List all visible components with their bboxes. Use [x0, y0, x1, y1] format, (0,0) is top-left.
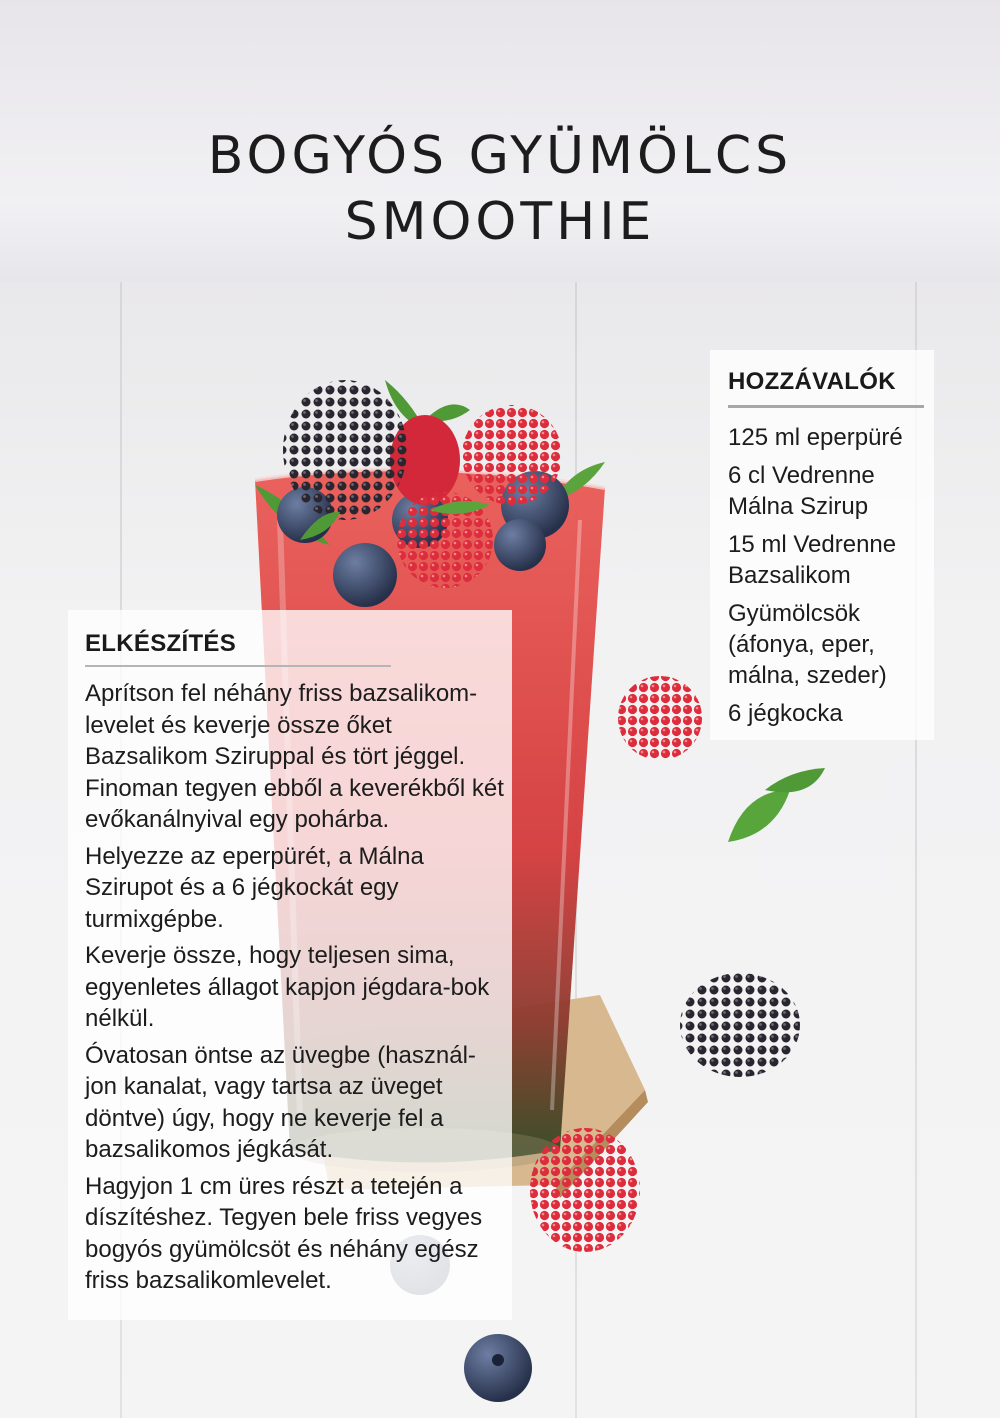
preparation-panel: [68, 610, 512, 1320]
heading-divider: [85, 665, 391, 667]
raspberry: [530, 1128, 640, 1252]
preparation-heading: ELKÉSZÍTÉS: [85, 630, 237, 657]
list-item: 125 ml eperpüré: [728, 424, 903, 451]
raspberry: [462, 405, 562, 505]
preparation-step: Keverje össze, hogy teljesen sima, egyenletes állagot kapjon jégdara-bok nélkül.: [85, 942, 490, 1032]
list-item: Gyümölcsök (áfonya, eper, málna, szeder): [728, 600, 887, 689]
title-line-2: SMOOTHIE: [344, 191, 656, 252]
blackberry: [680, 973, 800, 1077]
preparation-step: Aprítson fel néhány friss bazsalikom-levelet és keverje össze őket Bazsalikom Sziruppal és tört jéggel. Finoman tegyen ebből a keverékből két evőkanálnyival egy pohárba.: [85, 680, 504, 833]
preparation-steps: [85, 678, 505, 1302]
blueberry: [464, 1334, 532, 1402]
ingredients-panel: [710, 350, 934, 740]
preparation-step: Óvatosan öntse az üvegbe (használ-jon kanalat, vagy tartsa az üveget döntve) úgy, hogy ne keverje fel a bazsalikomos jégkását.: [85, 1041, 476, 1163]
blueberry: [333, 543, 397, 607]
ingredients-heading: HOZZÁVALÓK: [728, 368, 896, 395]
preparation-step: Hagyjon 1 cm üres részt a tetején a díszítéshez. Tegyen bele friss vegyes bogyós gyümölcsöt és néhány egész friss bazsalikomlevelet.: [85, 1172, 483, 1294]
basil-leaf: [728, 790, 790, 842]
title-line-1: BOGYÓS GYÜMÖLCS: [207, 125, 793, 186]
heading-divider: [728, 405, 924, 408]
blueberry: [494, 519, 546, 571]
list-item: 6 cl Vedrenne Málna Szirup: [728, 462, 875, 520]
list-item: 6 jégkocka: [728, 700, 843, 727]
blackberry: [283, 380, 407, 520]
list-item: 15 ml Vedrenne Bazsalikom: [728, 531, 897, 589]
basil-leaf: [765, 768, 825, 792]
preparation-step: Helyezze az eperpürét, a Málna Szirupot és a 6 jégkockát egy turmixgépbe.: [85, 842, 424, 933]
ingredients-list: [728, 422, 928, 736]
raspberry: [618, 676, 702, 760]
